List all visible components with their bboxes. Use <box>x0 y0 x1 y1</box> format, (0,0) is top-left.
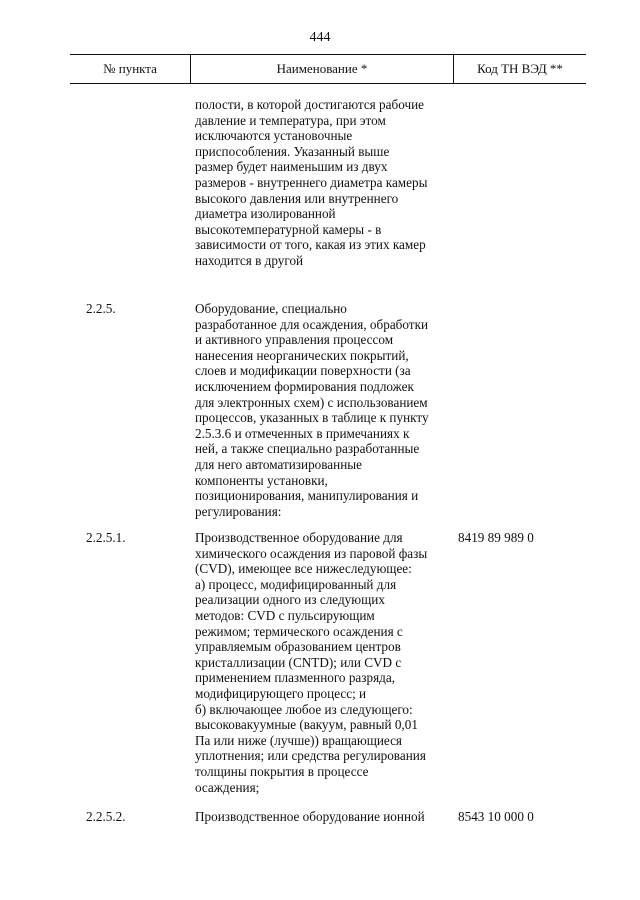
item-code: 8543 10 000 0 <box>458 809 534 824</box>
item-code: 8419 89 989 0 <box>458 530 534 545</box>
header-item-number: № пункта <box>103 61 157 76</box>
item-name: полости, в которой достигаются рабочие давление и температура, при этом исключаются установочные приспособления. Указанный выше размер будет наименьшим из двух размеров - внутреннего диаметра камеры высокого давления или внутреннего диаметра изолированной высокотемпературной камеры - в зависимости от того, какая из этих камер находится в другой <box>195 97 428 268</box>
item-name: Производственное оборудование для химического осаждения из паровой фазы (CVD), имеющее все нижеследующее: а) процесс, модифицированный для реализации одного из следующих методов: CVD с пульсирующим режимом; термического осаждения с управляемым образованием центров кристаллизации (CNTD); или CVD с применением плазменного разряда, модифицирующего процесс; и б) включающее любое из следующего: высоковакуумные (вакуум, равный 0,01 Па или ниже (лучше)) вращающиеся уплотнения; или средства регулирования толщины покрытия в процессе осаждения; <box>195 530 428 795</box>
item-number: 2.2.5. <box>86 301 116 316</box>
page-number: 444 <box>309 30 331 45</box>
item-number: 2.2.5.2. <box>86 809 126 824</box>
item-number: 2.2.5.1. <box>86 530 126 545</box>
header-name: Наименование * <box>190 55 454 83</box>
item-name: Производственное оборудование ионной <box>195 809 425 824</box>
header-tnved-code: Код ТН ВЭД ** <box>477 61 563 76</box>
item-name: Оборудование, специально разработанное для осаждения, обработки и активного управления процессом нанесения неорганических покрытий, слоев и модификации поверхности (за исключением формирования подложек для электронных схем) с использованием процессов, указанных в таблице к пункту 2.5.3.6 и отмеченных в примечаниях к ней, а также специально разработанные для него автоматизированные компоненты установки, позиционирования, манипулирования и регулирования: <box>195 301 429 519</box>
table-header <box>70 54 586 84</box>
